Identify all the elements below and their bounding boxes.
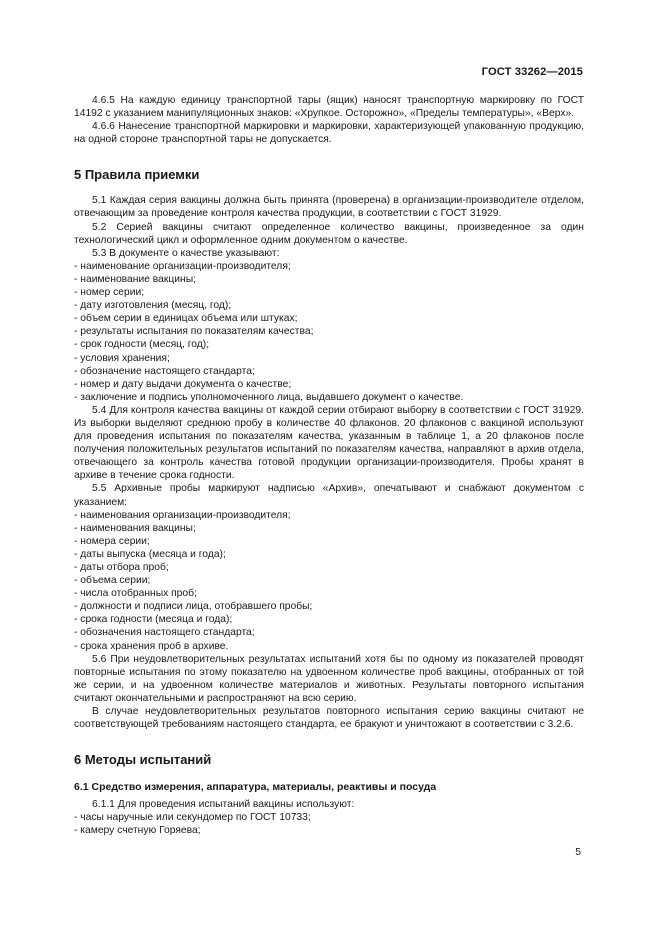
paragraph-5-6: 5.6 При неудовлетворительных результатах испытаний хотя бы по одному из показателей проводят повторные испытания по этому показателю на удвоенном количестве проб вакцины, отобранных от той же серии, и на удвоенном количестве материалов и животных. Результаты повторного испытания считают окончательными и распространяют на всю серию. — [74, 653, 584, 704]
list-item: - результаты испытания по показателям качества; — [74, 326, 314, 338]
list-5-3 — [74, 260, 584, 404]
paragraph-5-3: 5.3 В документе о качестве указывают: — [92, 247, 280, 259]
paragraph-6-1-1: 6.1.1 Для проведения испытаний вакцины используют: — [92, 799, 355, 811]
list-item: - наименования организации-производителя; — [74, 509, 291, 521]
paragraph-5-5: 5.5 Архивные пробы маркируют надписью «Архив», опечатывают и снабжают документом с указанием: — [74, 483, 584, 508]
list-item: - наименования вакцины; — [74, 522, 196, 534]
list-item: - объем серии в единицах объема или штуках; — [74, 313, 298, 325]
page-number: 5 — [575, 847, 581, 858]
paragraph-5-4: 5.4 Для контроля качества вакцины от каждой серии отбирают выборку в соответствии с ГОСТ 31929. Из выборки выделяют среднюю пробу в количестве 40 флаконов. 20 флаконов с вакциной используют для проведения испытания по показателям качества, указанным в таблице 1, а 20 флаконов после получения положительных результатов испытаний по показателям качества, направляют в архив отдела, отвечающего за контроль качества готовой продукции организации-производителя. Пробы хранят в архиве в течение срока годности. — [74, 404, 584, 482]
list-item: - срока годности (месяца и года); — [74, 614, 233, 626]
paragraph-4-6-6: 4.6.6 Нанесение транспортной маркировки и маркировки, характеризующей упакованную продукцию, на одной стороне транспортной тары не допускается. — [74, 121, 584, 146]
list-item: - условия хранения; — [74, 352, 170, 364]
list-item: - числа отобранных проб; — [74, 588, 197, 600]
list-item: - срока хранения проб в архиве. — [74, 640, 229, 652]
standard-number: ГОСТ 33262—2015 — [481, 66, 583, 78]
list-item: - даты выпуска (месяца и года); — [74, 548, 226, 560]
list-item: - дату изготовления (месяц, год); — [74, 300, 232, 312]
page-content — [74, 94, 584, 838]
paragraph-4-6-5: 4.6.5 На каждую единицу транспортной тары (ящик) наносят транспортную маркировку по ГОСТ 14192 с указанием манипуляционных знаков: «Хрупкое. Осторожно», «Пределы температуры», «Верх». — [74, 95, 584, 120]
list-item: - обозначение настоящего стандарта; — [74, 365, 255, 377]
list-item: - даты отбора проб; — [74, 562, 169, 573]
list-item: - срок годности (месяц, год); — [74, 339, 210, 351]
paragraph-5-2: 5.2 Серией вакцины считают определенное количество вакцины, произведенное за один технологический цикл и оформленное одним документом о качестве. — [74, 221, 584, 246]
list-item: - заключение и подпись уполномоченного лица, выдавшего документ о качестве. — [74, 391, 464, 403]
list-item: - номер и дату выдачи документа о качестве; — [74, 378, 292, 390]
subsection-6-1-title: 6.1 Средство измерения, аппаратура, материалы, реактивы и посуда — [74, 781, 437, 794]
list-item: - объема серии; — [74, 575, 151, 587]
list-6-1-1 — [74, 811, 584, 837]
list-item: - номера серии; — [74, 535, 150, 547]
section-5-title: 5 Правила приемки — [74, 167, 200, 183]
list-item: - обозначения настоящего стандарта; — [74, 627, 255, 639]
list-item: - камеру счетную Горяева; — [74, 825, 201, 837]
section-6-title: 6 Методы испытаний — [74, 752, 212, 768]
list-item: - наименование организации-производителя; — [74, 260, 291, 272]
list-5-5 — [74, 509, 584, 653]
paragraph-5-1: 5.1 Каждая серия вакцины должна быть принята (проверена) в организации-производителе отделом, отвечающим за проведение контроля качества продукции, в соответствии с ГОСТ 31929. — [74, 195, 584, 220]
list-item: - номер серии; — [74, 287, 145, 299]
list-item: - часы наручные или секундомер по ГОСТ 10733; — [74, 812, 311, 824]
list-item: - наименование вакцины; — [74, 273, 196, 285]
list-item: - должности и подписи лица, отобравшего пробы; — [74, 601, 313, 613]
paragraph-5-6-continued: В случае неудовлетворительных результатов повторного испытания серию вакцины считают не соответствующей требованиям настоящего стандарта, ее бракуют и уничтожают в соответствии с 3.2.6. — [74, 706, 584, 731]
